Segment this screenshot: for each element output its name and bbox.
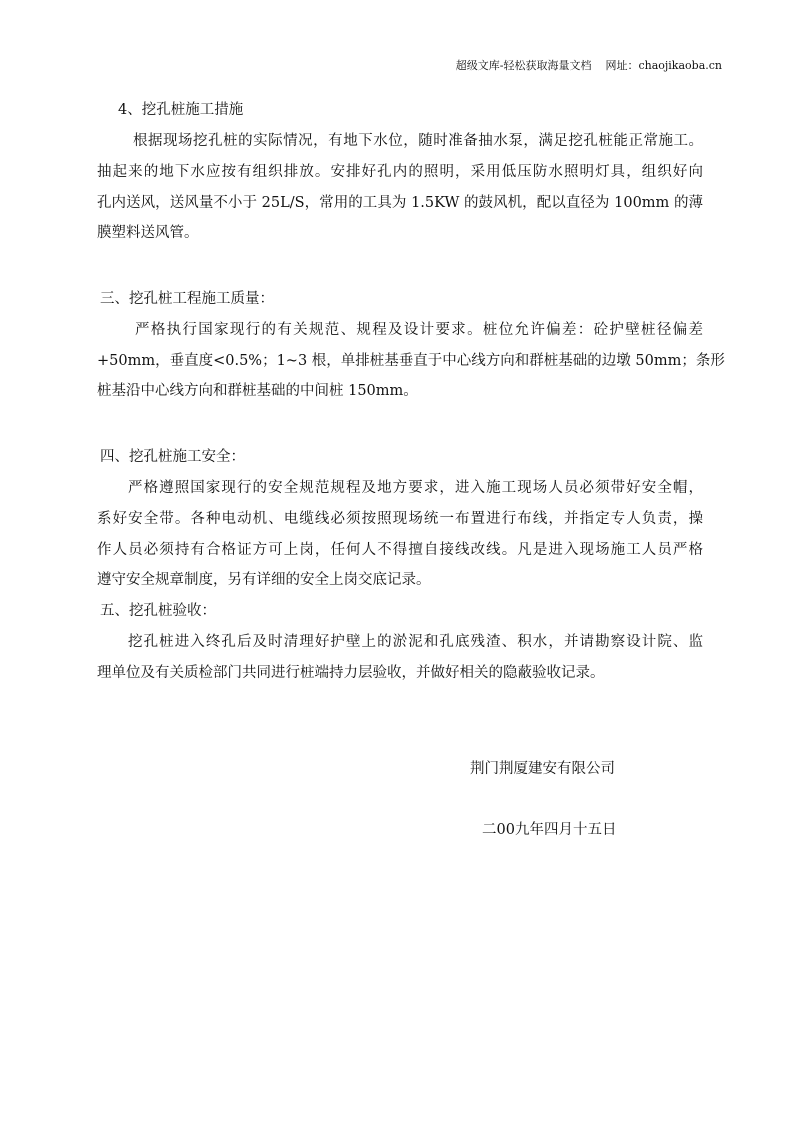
paragraph-line: 桩基沿中心线方向和群桩基础的中间桩 150mm。 — [97, 383, 418, 399]
paragraph-line: 理单位及有关质检部门共同进行桩端持力层验收，并做好相关的隐蔽验收记录。 — [97, 665, 605, 681]
paragraph-line: 严格遵照国家现行的安全规范规程及地方要求，进入施工现场人员必须带好安全帽， — [128, 480, 703, 496]
paragraph-line: 严格执行国家现行的有关规范、规程及设计要求。桩位允许偏差：砼护壁桩径偏差 — [135, 322, 703, 338]
paragraph-line: 根据现场挖孔桩的实际情况，有地下水位，随时准备抽水泵，满足挖孔桩能正常施工。 — [133, 133, 703, 149]
acceptance-title: 五、挖孔桩验收： — [100, 603, 216, 619]
paragraph-line: 挖孔桩进入终孔后及时清理好护壁上的淤泥和孔底残渣、积水，并请勘察设计院、监 — [128, 634, 703, 650]
paragraph-line: 作人员必须持有合格证方可上岗，任何人不得擅自接线改线。凡是进入现场施工人员严格 — [97, 542, 703, 558]
header-url: 网址：chaojikaoba.cn — [605, 59, 722, 72]
quality-title: 三、挖孔桩工程施工质量： — [100, 291, 274, 307]
paragraph-line: 遵守安全规章制度，另有详细的安全上岗交底记录。 — [97, 572, 431, 588]
paragraph-line: 系好安全带。各种电动机、电缆线必须按照现场统一布置进行布线，并指定专人负责，操 — [97, 511, 703, 527]
safety-title: 四、挖孔桩施工安全： — [100, 449, 245, 465]
paragraph-line: 膜塑料送风管。 — [97, 225, 199, 241]
paragraph-line: +50mm，垂直度<0.5%；1~3 根，单排桩基垂直于中心线方向和群桩基础的边墩 50mm；条形 — [97, 353, 725, 369]
paragraph-line: 孔内送风，送风量不小于 25L/S，常用的工具为 1.5KW 的鼓风机，配以直径为 100mm 的薄 — [97, 195, 703, 211]
section-4-title: 4、挖孔桩施工措施 — [118, 102, 244, 118]
signature-company: 荆门荆厦建安有限公司 — [470, 761, 615, 777]
page-header — [456, 58, 722, 74]
header-site: 超级文库-轻松获取海量文档 — [455, 59, 592, 72]
paragraph-line: 抽起来的地下水应按有组织排放。安排好孔内的照明，采用低压防水照明灯具，组织好向 — [97, 164, 703, 180]
signature-date: 二00九年四月十五日 — [482, 822, 617, 838]
